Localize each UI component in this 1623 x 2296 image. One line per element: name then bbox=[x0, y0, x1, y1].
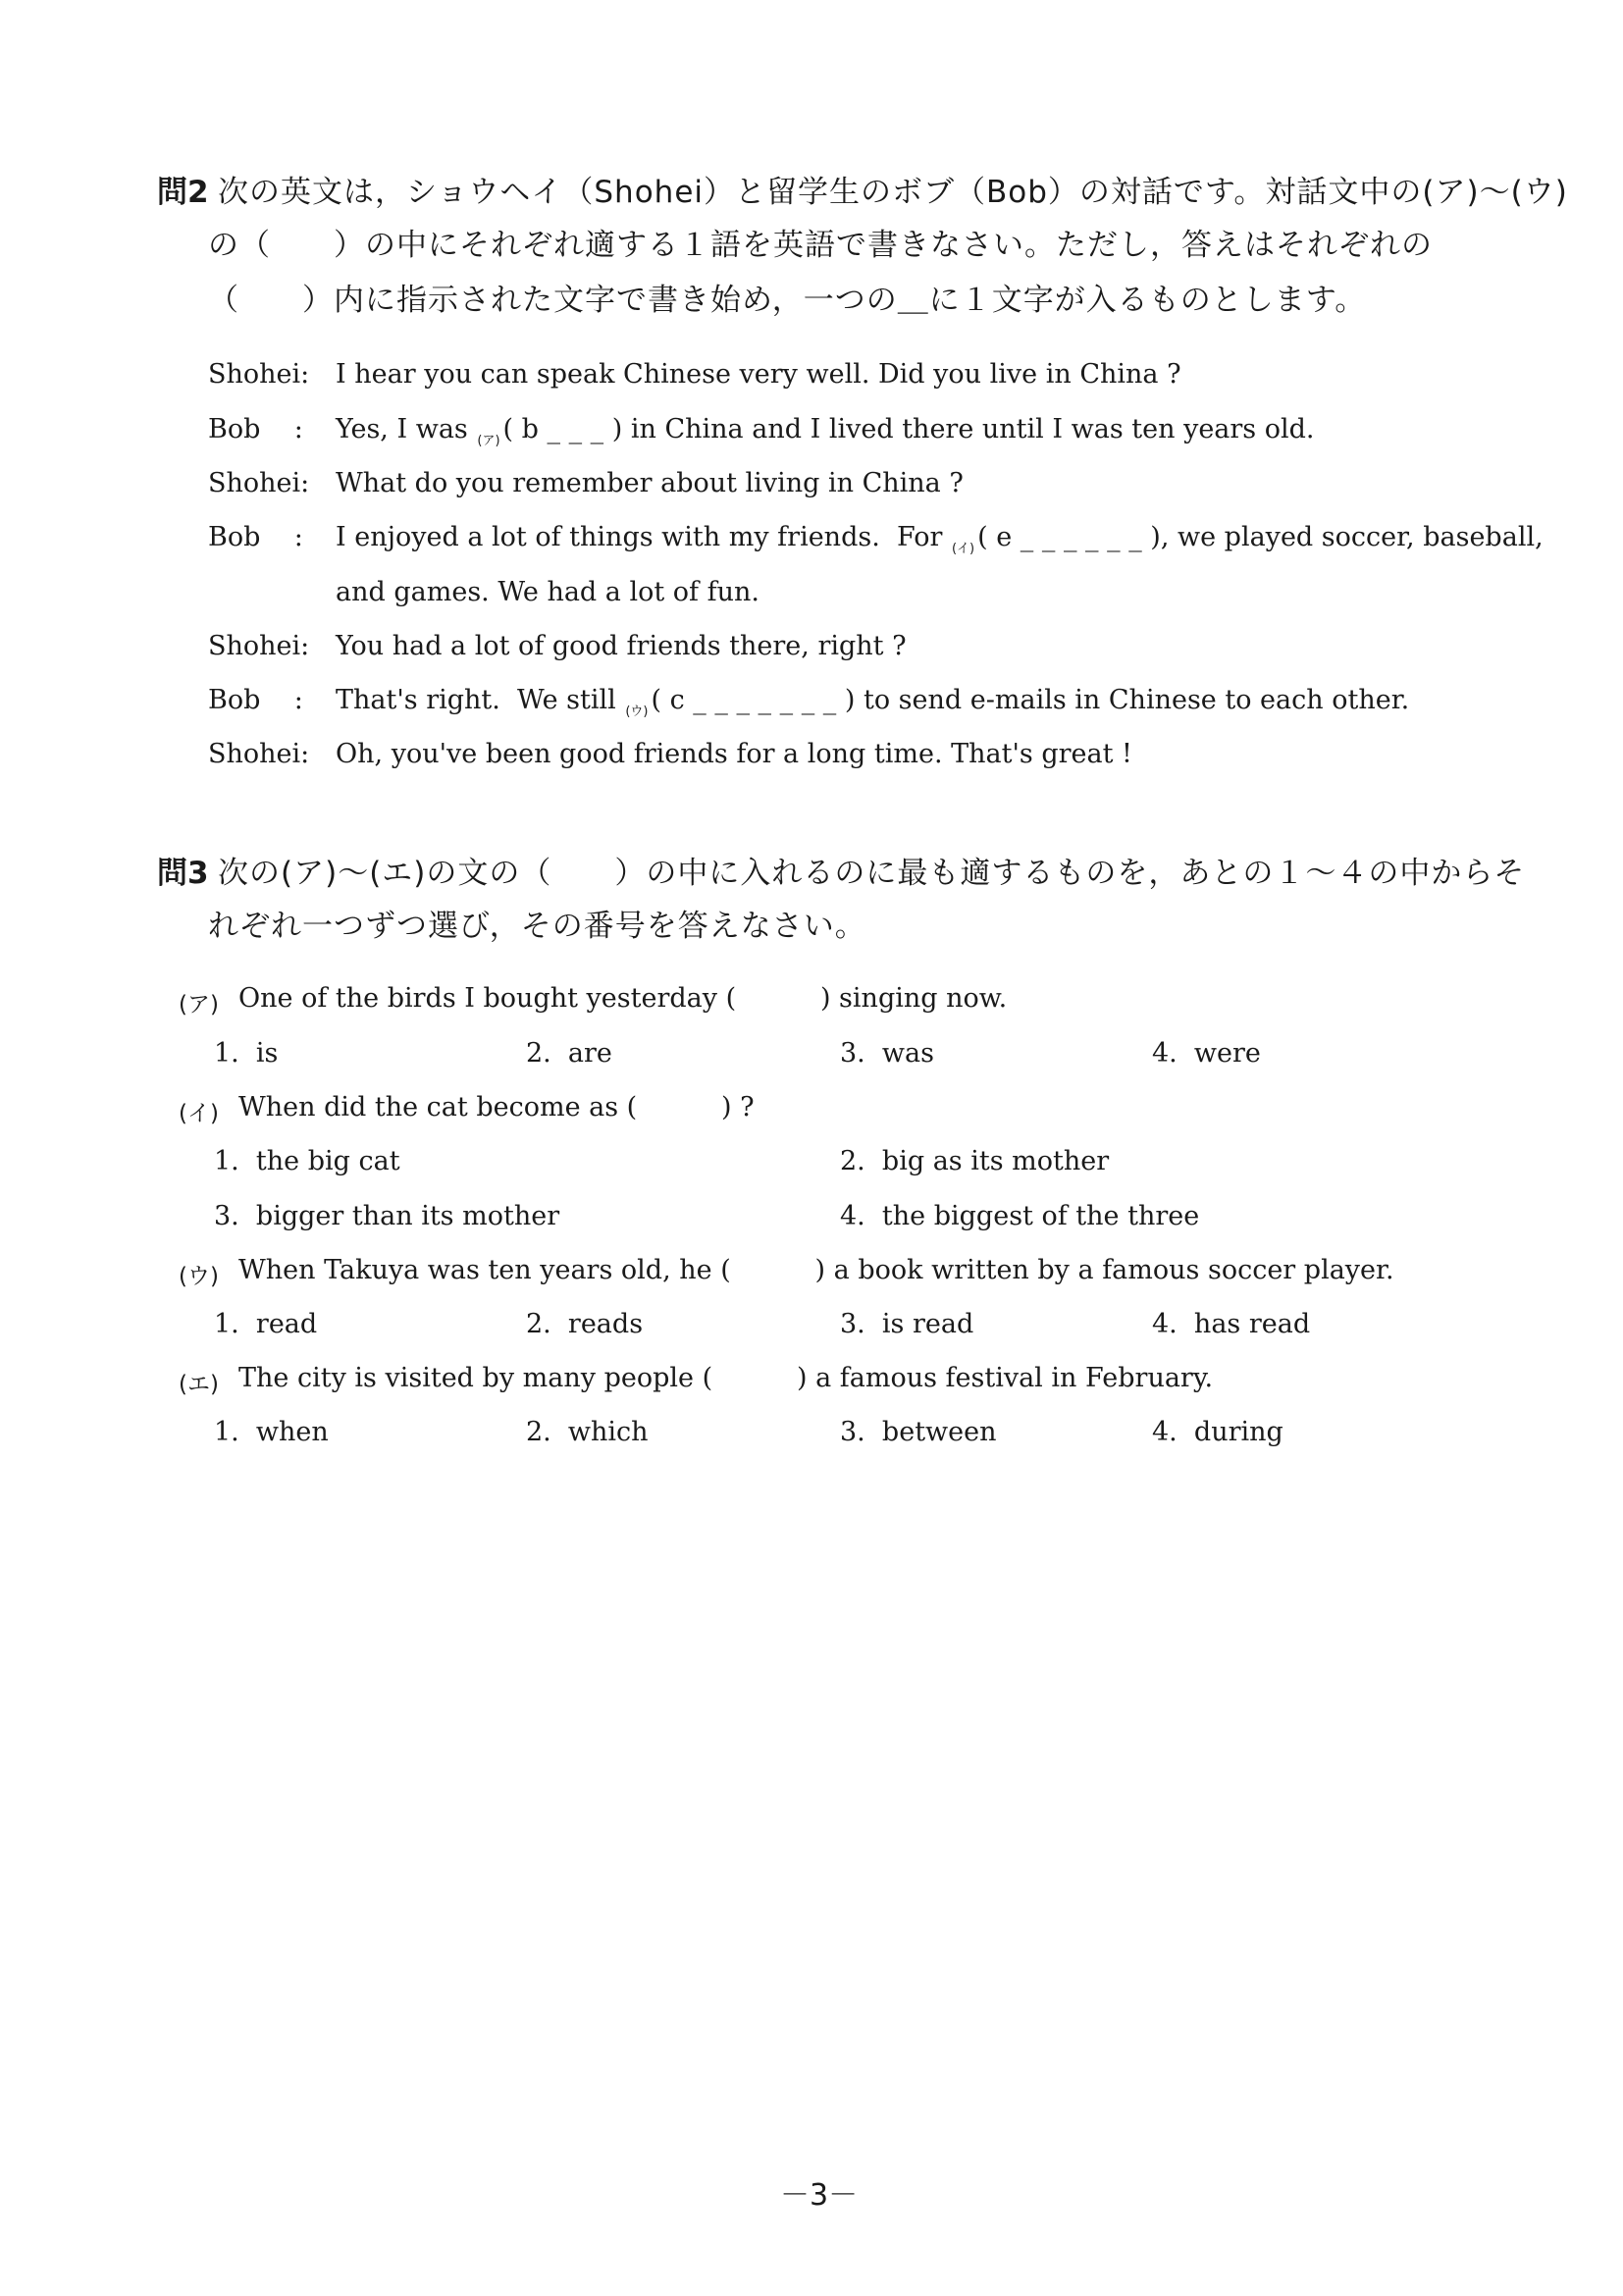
item-label: (イ) bbox=[179, 1101, 219, 1126]
dialogue-line bbox=[336, 468, 964, 498]
dialogue-line bbox=[336, 631, 907, 661]
q3-instruction-line-2: れぞれ一つずつ選び，その番号を答えなさい。 bbox=[208, 909, 866, 944]
dialogue-text: You had a lot of good friends there, right ? bbox=[336, 631, 907, 661]
dialogue-speaker: Bob : bbox=[208, 522, 303, 552]
dialogue-line bbox=[336, 577, 759, 607]
dialogue-line bbox=[336, 414, 1315, 448]
option: 2. reads bbox=[526, 1309, 644, 1339]
dialogue-line bbox=[336, 739, 1132, 769]
dialogue-text: Oh, you've been good friends for a long time. That's great ! bbox=[336, 739, 1132, 769]
q3-number: 問3 bbox=[157, 856, 209, 891]
blank-label-u: (ウ) bbox=[625, 704, 649, 719]
option: 3. was bbox=[840, 1038, 934, 1069]
blank-i-text: ( e _ _ _ _ _ _ ), we played soccer, baseball, bbox=[977, 522, 1544, 552]
option: 1. the big cat bbox=[214, 1146, 400, 1176]
dialogue-speaker: Shohei: bbox=[208, 359, 310, 390]
page-number: －3－ bbox=[780, 2178, 859, 2213]
option: 4. during bbox=[1152, 1417, 1283, 1447]
dialogue-line bbox=[336, 685, 1410, 719]
option: 2. are bbox=[526, 1038, 612, 1069]
dialogue-text: Yes, I was bbox=[336, 414, 477, 444]
option: 3. bigger than its mother bbox=[214, 1201, 560, 1231]
dialogue-text: What do you remember about living in China ? bbox=[336, 468, 964, 498]
q2-instruction-line-3: （ ）内に指示された文字で書き始め，一つの＿に１文字が入るものとします。 bbox=[208, 283, 1367, 318]
option: 1. when bbox=[214, 1417, 329, 1447]
item-sentence: When Takuya was ten years old, he ( ) a book written by a famous soccer player. bbox=[238, 1255, 1394, 1285]
option: 4. has read bbox=[1152, 1309, 1311, 1339]
blank-a-text: ( b _ _ _ ) in China and I lived there until I was ten years old. bbox=[502, 414, 1315, 444]
dialogue-line bbox=[336, 522, 1544, 556]
dialogue-speaker: Shohei: bbox=[208, 468, 310, 498]
dialogue-speaker: Bob : bbox=[208, 414, 303, 444]
dialogue-text: That's right. We still bbox=[336, 685, 625, 715]
item-label: (ウ) bbox=[179, 1264, 219, 1289]
blank-u-text: ( c _ _ _ _ _ _ _ ) to send e-mails in Chinese to each other. bbox=[651, 685, 1410, 715]
dialogue-text: and games. We had a lot of fun. bbox=[336, 577, 759, 607]
q2-instruction-line-2: の（ ）の中にそれぞれ適する１語を英語で書きなさい。ただし，答えはそれぞれの bbox=[208, 228, 1433, 263]
item-label: (エ) bbox=[179, 1372, 219, 1397]
dialogue-text: I enjoyed a lot of things with my friends. For bbox=[336, 522, 951, 552]
item-label: (ア) bbox=[179, 992, 219, 1018]
blank-label-i: (イ) bbox=[951, 542, 975, 556]
option: 3. between bbox=[840, 1417, 997, 1447]
dialogue-line bbox=[336, 359, 1181, 390]
option: 2. big as its mother bbox=[840, 1146, 1110, 1176]
item-sentence: The city is visited by many people ( ) a famous festival in February. bbox=[238, 1363, 1214, 1393]
option: 1. read bbox=[214, 1309, 318, 1339]
item-sentence: One of the birds I bought yesterday ( ) singing now. bbox=[238, 983, 1008, 1014]
option: 3. is read bbox=[840, 1309, 974, 1339]
dialogue-speaker: Bob : bbox=[208, 685, 303, 715]
option: 4. were bbox=[1152, 1038, 1261, 1069]
item-sentence: When did the cat become as ( ) ? bbox=[238, 1092, 755, 1122]
q3-instruction-line-1: 次の(ア)〜(エ)の文の（ ）の中に入れるのに最も適するものを，あとの１〜４の中からそ bbox=[218, 856, 1526, 891]
q2-number: 問2 bbox=[157, 175, 209, 210]
q2-instruction-line-1: 次の英文は，ショウヘイ（Shohei）と留学生のボブ（Bob）の対話です。対話文中の(ア)〜(ウ) bbox=[218, 175, 1568, 210]
dialogue-speaker: Shohei: bbox=[208, 739, 310, 769]
dialogue-speaker: Shohei: bbox=[208, 631, 310, 661]
dialogue-text: I hear you can speak Chinese very well. Did you live in China ? bbox=[336, 359, 1181, 390]
option: 4. the biggest of the three bbox=[840, 1201, 1200, 1231]
option: 1. is bbox=[214, 1038, 279, 1069]
blank-label-a: (ア) bbox=[477, 434, 500, 448]
option: 2. which bbox=[526, 1417, 649, 1447]
